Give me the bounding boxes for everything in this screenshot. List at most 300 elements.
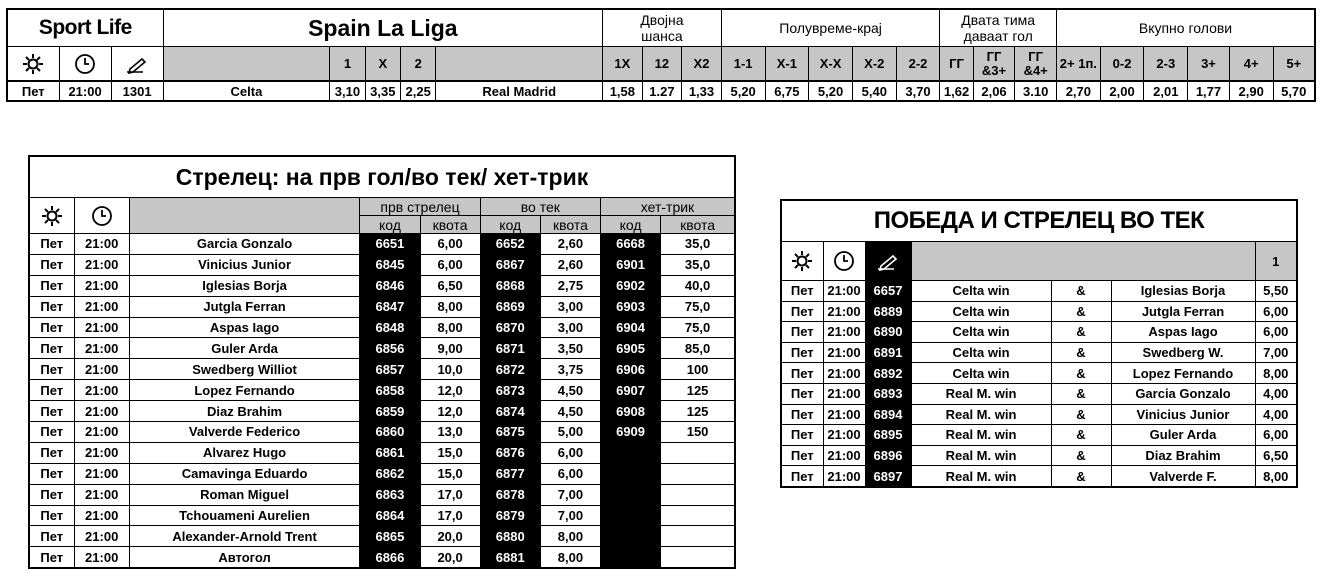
team-win: Real M. win xyxy=(911,404,1051,425)
hat-trick-odd[interactable]: 40,0 xyxy=(661,275,735,296)
away-team: Real Madrid xyxy=(436,81,603,101)
team-win: Celta win xyxy=(911,281,1051,302)
first-scorer-code: 6864 xyxy=(360,505,420,526)
row-time: 21:00 xyxy=(823,466,865,487)
table-row xyxy=(29,234,735,255)
anytime-scorer-code: 6881 xyxy=(480,547,540,568)
ampersand: & xyxy=(1051,342,1111,363)
row-time: 21:00 xyxy=(823,445,865,466)
row-time: 21:00 xyxy=(823,281,865,302)
row-time: 21:00 xyxy=(74,359,129,380)
odd-btts-gg3[interactable]: 2,06 xyxy=(973,81,1015,101)
odd-dc-1x[interactable]: 1,58 xyxy=(603,81,643,101)
row-time: 21:00 xyxy=(823,404,865,425)
first-scorer-odd[interactable]: 8,00 xyxy=(420,317,480,338)
anytime-scorer-odd[interactable]: 3,50 xyxy=(540,338,600,359)
player-name: Автогол xyxy=(129,547,360,568)
table-row xyxy=(29,547,735,568)
odd-1-header: 1 xyxy=(1255,242,1297,281)
row-day: Пет xyxy=(29,296,74,317)
table-row xyxy=(29,526,735,547)
table-row xyxy=(29,296,735,317)
row-odd[interactable]: 6,00 xyxy=(1255,425,1297,446)
hat-trick-code: 6909 xyxy=(600,422,660,443)
row-code: 6657 xyxy=(865,281,911,302)
win-and-scorer-table xyxy=(780,199,1298,488)
first-scorer-odd[interactable]: 6,00 xyxy=(420,234,480,255)
dc-x2-header: X2 xyxy=(682,47,722,82)
table-row xyxy=(781,383,1297,404)
hat-trick-odd[interactable]: 35,0 xyxy=(661,254,735,275)
player-name: Alvarez Hugo xyxy=(129,442,360,463)
player-name: Iglesias Borja xyxy=(1111,281,1255,302)
team-win: Celta win xyxy=(911,363,1051,384)
dc-12-header: 12 xyxy=(642,47,682,82)
hat-trick-odd[interactable]: 125 xyxy=(661,401,735,422)
hat-trick-code: 6903 xyxy=(600,296,660,317)
htft-x-x-header: X-X xyxy=(809,47,853,82)
odd-dc-12[interactable]: 1.27 xyxy=(642,81,682,101)
anytime-scorer-odd[interactable]: 2,75 xyxy=(540,275,600,296)
row-day: Пет xyxy=(29,422,74,443)
win-scorer-title: ПОБЕДА И СТРЕЛЕЦ ВО ТЕК xyxy=(781,200,1297,242)
player-name: Vinicius Junior xyxy=(1111,404,1255,425)
row-time: 21:00 xyxy=(74,338,129,359)
hat-trick-code: 6904 xyxy=(600,317,660,338)
player-name: Guler Arda xyxy=(1111,425,1255,446)
hat-trick-odd[interactable] xyxy=(661,442,735,463)
hat-trick-odd[interactable]: 100 xyxy=(661,359,735,380)
row-odd[interactable]: 8,00 xyxy=(1255,466,1297,487)
row-day: Пет xyxy=(781,445,823,466)
hat-trick-code: 6901 xyxy=(600,254,660,275)
first-scorer-odd[interactable]: 12,0 xyxy=(420,380,480,401)
anytime-scorer-code: 6877 xyxy=(480,463,540,484)
odd-1[interactable]: 3,10 xyxy=(330,81,365,101)
sun-icon xyxy=(7,47,59,82)
row-time: 21:00 xyxy=(823,383,865,404)
row-day: Пет xyxy=(781,363,823,384)
table-row xyxy=(29,380,735,401)
hat-trick-odd[interactable] xyxy=(661,484,735,505)
player-name: Jutgla Ferran xyxy=(129,296,360,317)
odd-x[interactable]: 3,35 xyxy=(365,81,400,101)
row-odd[interactable]: 6,00 xyxy=(1255,301,1297,322)
ampersand: & xyxy=(1051,281,1111,302)
row-day: Пет xyxy=(781,301,823,322)
row-day: Пет xyxy=(29,254,74,275)
team-win: Celta win xyxy=(911,322,1051,343)
anytime-scorer-code: 6870 xyxy=(480,317,540,338)
row-day: Пет xyxy=(29,275,74,296)
row-day: Пет xyxy=(29,526,74,547)
anytime-scorer-odd[interactable]: 7,00 xyxy=(540,505,600,526)
odds-1-header: 1 xyxy=(330,47,365,82)
row-code: 6897 xyxy=(865,466,911,487)
row-day: Пет xyxy=(781,383,823,404)
clock-icon xyxy=(823,242,865,281)
match-day: Пет xyxy=(7,81,59,101)
total-goals-header: Вкупно голови xyxy=(1057,9,1316,47)
anytime-scorer-odd[interactable]: 7,00 xyxy=(540,484,600,505)
hat-trick-code: 6905 xyxy=(600,338,660,359)
player-name: Vinicius Junior xyxy=(129,254,360,275)
match-odds-table xyxy=(6,8,1316,102)
row-code: 6894 xyxy=(865,404,911,425)
first-scorer-odd[interactable]: 13,0 xyxy=(420,422,480,443)
btts-line1: Двата тима xyxy=(961,12,1036,28)
table-row xyxy=(781,404,1297,425)
anytime-scorer-odd[interactable]: 4,50 xyxy=(540,380,600,401)
player-name: Iglesias Borja xyxy=(129,275,360,296)
odd-2[interactable]: 2,25 xyxy=(401,81,436,101)
odd-goals-4plus[interactable]: 2,90 xyxy=(1229,81,1273,101)
anytime-scorer-odd[interactable]: 2,60 xyxy=(540,234,600,255)
goals-5plus-header: 5+ xyxy=(1273,47,1315,82)
ampersand: & xyxy=(1051,383,1111,404)
table-row xyxy=(781,322,1297,343)
pen-icon xyxy=(111,47,163,82)
hat-trick-odd[interactable]: 125 xyxy=(661,380,735,401)
sun-icon xyxy=(781,242,823,281)
table-row xyxy=(29,401,735,422)
first-scorer-code: 6858 xyxy=(360,380,420,401)
team-win: Real M. win xyxy=(911,466,1051,487)
row-day: Пет xyxy=(29,484,74,505)
first-scorer-odd[interactable]: 6,00 xyxy=(420,254,480,275)
hat-trick-odd[interactable]: 150 xyxy=(661,422,735,443)
pen-icon xyxy=(865,242,911,281)
first-scorer-code: 6856 xyxy=(360,338,420,359)
htft-1-1-header: 1-1 xyxy=(721,47,765,82)
first-scorer-odd[interactable]: 12,0 xyxy=(420,401,480,422)
anytime-scorer-odd[interactable]: 8,00 xyxy=(540,526,600,547)
odd-dc-x2[interactable]: 1,33 xyxy=(682,81,722,101)
player-name: Guler Arda xyxy=(129,338,360,359)
team-win: Celta win xyxy=(911,301,1051,322)
first-scorer-code: 6846 xyxy=(360,275,420,296)
anytime-scorer-code: 6880 xyxy=(480,526,540,547)
hat-trick-odd[interactable]: 35,0 xyxy=(661,234,735,255)
hat-trick-code: 6908 xyxy=(600,401,660,422)
row-day: Пет xyxy=(29,317,74,338)
home-team: Celta xyxy=(163,81,330,101)
anytime-scorer-odd[interactable]: 3,00 xyxy=(540,296,600,317)
btts-line2: даваат гол xyxy=(963,28,1033,44)
btts-header xyxy=(940,9,1057,47)
first-scorer-odd[interactable]: 17,0 xyxy=(420,505,480,526)
player-name: Aspas Iago xyxy=(1111,322,1255,343)
scorer-title: Стрелец: на прв гол/во тек/ хет-трик xyxy=(29,156,735,198)
odd-goals-0-2[interactable]: 2,00 xyxy=(1100,81,1144,101)
hat-trick-code: 6668 xyxy=(600,234,660,255)
hat-trick-odd[interactable] xyxy=(661,463,735,484)
first-scorer-code: 6651 xyxy=(360,234,420,255)
table-row xyxy=(29,422,735,443)
row-day: Пет xyxy=(29,442,74,463)
row-odd[interactable]: 4,00 xyxy=(1255,383,1297,404)
anytime-scorer-header: во тек xyxy=(480,198,600,216)
table-row xyxy=(29,275,735,296)
anytime-scorer-code: 6874 xyxy=(480,401,540,422)
first-scorer-code: 6862 xyxy=(360,463,420,484)
odd-goals-5plus[interactable]: 5,70 xyxy=(1273,81,1315,101)
player-name: Valverde Federico xyxy=(129,422,360,443)
first-scorer-code: 6866 xyxy=(360,547,420,568)
player-name: Lopez Fernando xyxy=(129,380,360,401)
anytime-scorer-code: 6869 xyxy=(480,296,540,317)
row-time: 21:00 xyxy=(74,254,129,275)
anytime-scorer-odd[interactable]: 5,00 xyxy=(540,422,600,443)
first-scorer-code: 6847 xyxy=(360,296,420,317)
teams-header-blank xyxy=(163,47,330,82)
team-win: Real M. win xyxy=(911,383,1051,404)
row-day: Пет xyxy=(29,505,74,526)
hat-trick-odd[interactable] xyxy=(661,505,735,526)
htft-x-1-header: X-1 xyxy=(765,47,809,82)
row-code: 6893 xyxy=(865,383,911,404)
anytime-scorer-code: 6868 xyxy=(480,275,540,296)
row-time: 21:00 xyxy=(74,275,129,296)
row-time: 21:00 xyxy=(74,547,129,568)
table-row xyxy=(781,445,1297,466)
row-day: Пет xyxy=(781,404,823,425)
anytime-scorer-code: 6652 xyxy=(480,234,540,255)
anytime-scorer-code: 6871 xyxy=(480,338,540,359)
row-odd[interactable]: 6,00 xyxy=(1255,322,1297,343)
row-day: Пет xyxy=(781,342,823,363)
match-time: 21:00 xyxy=(59,81,111,101)
hat-trick-code: 6902 xyxy=(600,275,660,296)
odd-htft-x-2[interactable]: 5,40 xyxy=(852,81,896,101)
row-code: 6891 xyxy=(865,342,911,363)
row-time: 21:00 xyxy=(823,363,865,384)
first-scorer-code: 6865 xyxy=(360,526,420,547)
table-row xyxy=(781,342,1297,363)
player-name: Garcia Gonzalo xyxy=(129,234,360,255)
row-time: 21:00 xyxy=(74,380,129,401)
odd-btts-gg[interactable]: 1,62 xyxy=(940,81,973,101)
row-day: Пет xyxy=(29,234,74,255)
player-name: Alexander-Arnold Trent xyxy=(129,526,360,547)
first-scorer-code: 6859 xyxy=(360,401,420,422)
team-win: Real M. win xyxy=(911,445,1051,466)
table-row xyxy=(29,317,735,338)
anytime-scorer-odd[interactable]: 3,75 xyxy=(540,359,600,380)
hat-trick-odd[interactable]: 85,0 xyxy=(661,338,735,359)
btts-gg-header: ГГ xyxy=(940,47,973,82)
table-row xyxy=(781,425,1297,446)
table-row xyxy=(29,484,735,505)
dc-1x-header: 1X xyxy=(603,47,643,82)
btts-gg4-header: ГГ &4+ xyxy=(1015,47,1057,82)
brand-title: Sport Life xyxy=(7,9,163,47)
player-name: Diaz Brahim xyxy=(129,401,360,422)
ampersand: & xyxy=(1051,445,1111,466)
player-name: Lopez Fernando xyxy=(1111,363,1255,384)
player-name: Swedberg Williot xyxy=(129,359,360,380)
first-scorer-code: 6845 xyxy=(360,254,420,275)
odd-htft-x-x[interactable]: 5,20 xyxy=(809,81,853,101)
ht-ft-header: Полувреме-крај xyxy=(721,9,940,47)
anytime-scorer-odd[interactable]: 6,00 xyxy=(540,442,600,463)
hat-trick-code xyxy=(600,526,660,547)
odd-btts-gg4[interactable]: 3.10 xyxy=(1015,81,1057,101)
match-row xyxy=(7,81,1315,101)
table-row xyxy=(781,466,1297,487)
clock-icon xyxy=(59,47,111,82)
odd-goals-2plus-1h[interactable]: 2,70 xyxy=(1057,81,1101,101)
league-title: Spain La Liga xyxy=(163,9,602,47)
row-day: Пет xyxy=(781,466,823,487)
htft-2-2-header: 2-2 xyxy=(896,47,940,82)
hat-trick-code: 6907 xyxy=(600,380,660,401)
odd-goals-3plus[interactable]: 1,77 xyxy=(1188,81,1230,101)
first-scorer-odd[interactable]: 17,0 xyxy=(420,484,480,505)
row-day: Пет xyxy=(29,463,74,484)
player-name: Aspas Iago xyxy=(129,317,360,338)
clock-icon xyxy=(74,198,129,234)
double-chance-header xyxy=(603,9,722,47)
player-name: Garcia Gonzalo xyxy=(1111,383,1255,404)
anytime-scorer-odd[interactable]: 6,00 xyxy=(540,463,600,484)
row-time: 21:00 xyxy=(74,463,129,484)
odds-x-header: X xyxy=(365,47,400,82)
first-scorer-odd[interactable]: 20,0 xyxy=(420,547,480,568)
ampersand: & xyxy=(1051,322,1111,343)
first-scorer-code: 6860 xyxy=(360,422,420,443)
table-row xyxy=(29,442,735,463)
goals-2plus-1h-header: 2+ 1п. xyxy=(1057,47,1101,82)
row-code: 6889 xyxy=(865,301,911,322)
hat-trick-code xyxy=(600,442,660,463)
row-time: 21:00 xyxy=(74,317,129,338)
hat-trick-code xyxy=(600,463,660,484)
row-time: 21:00 xyxy=(74,526,129,547)
row-time: 21:00 xyxy=(74,296,129,317)
row-time: 21:00 xyxy=(74,422,129,443)
odd-htft-2-2[interactable]: 3,70 xyxy=(896,81,940,101)
team-win: Real M. win xyxy=(911,425,1051,446)
row-odd[interactable]: 8,00 xyxy=(1255,363,1297,384)
row-day: Пет xyxy=(781,281,823,302)
row-time: 21:00 xyxy=(74,484,129,505)
hat-trick-odd[interactable]: 75,0 xyxy=(661,296,735,317)
anytime-scorer-code: 6867 xyxy=(480,254,540,275)
row-code: 6892 xyxy=(865,363,911,384)
anytime-scorer-code: 6879 xyxy=(480,505,540,526)
row-time: 21:00 xyxy=(74,442,129,463)
row-time: 21:00 xyxy=(823,301,865,322)
row-time: 21:00 xyxy=(74,401,129,422)
hat-trick-header: хет-трик xyxy=(600,198,735,216)
row-odd[interactable]: 5,50 xyxy=(1255,281,1297,302)
first-scorer-odd[interactable]: 9,00 xyxy=(420,338,480,359)
first-code-header: код xyxy=(360,216,420,234)
first-scorer-code: 6863 xyxy=(360,484,420,505)
table-row xyxy=(29,463,735,484)
hat-trick-code: 6906 xyxy=(600,359,660,380)
player-header-blank xyxy=(129,198,360,234)
first-scorer-odd[interactable]: 10,0 xyxy=(420,359,480,380)
row-time: 21:00 xyxy=(823,322,865,343)
ampersand: & xyxy=(1051,301,1111,322)
row-day: Пет xyxy=(29,359,74,380)
row-code: 6895 xyxy=(865,425,911,446)
row-time: 21:00 xyxy=(823,425,865,446)
goals-2-3-header: 2-3 xyxy=(1144,47,1188,82)
first-scorer-code: 6861 xyxy=(360,442,420,463)
player-name: Valverde F. xyxy=(1111,466,1255,487)
player-name: Jutgla Ferran xyxy=(1111,301,1255,322)
anytime-scorer-odd[interactable]: 4,50 xyxy=(540,401,600,422)
goals-4plus-header: 4+ xyxy=(1229,47,1273,82)
table-row xyxy=(781,363,1297,384)
first-scorer-odd[interactable]: 6,50 xyxy=(420,275,480,296)
team-win: Celta win xyxy=(911,342,1051,363)
anytime-scorer-odd[interactable]: 8,00 xyxy=(540,547,600,568)
anytime-scorer-code: 6875 xyxy=(480,422,540,443)
odd-htft-x-1[interactable]: 6,75 xyxy=(765,81,809,101)
anytime-scorer-odd[interactable]: 2,60 xyxy=(540,254,600,275)
sun-icon xyxy=(29,198,74,234)
goals-3plus-header: 3+ xyxy=(1188,47,1230,82)
anytime-scorer-code: 6878 xyxy=(480,484,540,505)
anytime-code-header: код xyxy=(480,216,540,234)
hat-trick-odd[interactable] xyxy=(661,526,735,547)
row-odd[interactable]: 7,00 xyxy=(1255,342,1297,363)
row-day: Пет xyxy=(781,322,823,343)
player-name: Tchouameni Aurelien xyxy=(129,505,360,526)
hattrick-odd-header: квота xyxy=(661,216,735,234)
scorer-table xyxy=(28,155,736,569)
row-odd[interactable]: 6,50 xyxy=(1255,445,1297,466)
row-day: Пет xyxy=(29,380,74,401)
first-scorer-odd[interactable]: 20,0 xyxy=(420,526,480,547)
hat-trick-odd[interactable]: 75,0 xyxy=(661,317,735,338)
away-header-blank xyxy=(436,47,603,82)
table-row xyxy=(29,505,735,526)
first-scorer-odd[interactable]: 15,0 xyxy=(420,442,480,463)
row-day: Пет xyxy=(29,547,74,568)
row-day: Пет xyxy=(29,401,74,422)
table-row xyxy=(29,254,735,275)
ampersand: & xyxy=(1051,363,1111,384)
first-scorer-odd[interactable]: 15,0 xyxy=(420,463,480,484)
ampersand: & xyxy=(1051,425,1111,446)
row-time: 21:00 xyxy=(823,342,865,363)
first-scorer-code: 6848 xyxy=(360,317,420,338)
first-scorer-header: прв стрелец xyxy=(360,198,480,216)
odd-goals-2-3[interactable]: 2,01 xyxy=(1144,81,1188,101)
row-code: 6890 xyxy=(865,322,911,343)
row-odd[interactable]: 4,00 xyxy=(1255,404,1297,425)
hat-trick-code xyxy=(600,547,660,568)
odd-htft-1-1[interactable]: 5,20 xyxy=(721,81,765,101)
btts-gg3-header: ГГ &3+ xyxy=(973,47,1015,82)
row-time: 21:00 xyxy=(74,234,129,255)
first-scorer-odd[interactable]: 8,00 xyxy=(420,296,480,317)
anytime-scorer-odd[interactable]: 3,00 xyxy=(540,317,600,338)
player-name: Swedberg W. xyxy=(1111,342,1255,363)
selection-header-blank xyxy=(911,242,1255,281)
anytime-scorer-code: 6872 xyxy=(480,359,540,380)
row-day: Пет xyxy=(781,425,823,446)
hat-trick-odd[interactable] xyxy=(661,547,735,568)
first-scorer-code: 6857 xyxy=(360,359,420,380)
hat-trick-code xyxy=(600,484,660,505)
table-row xyxy=(29,359,735,380)
